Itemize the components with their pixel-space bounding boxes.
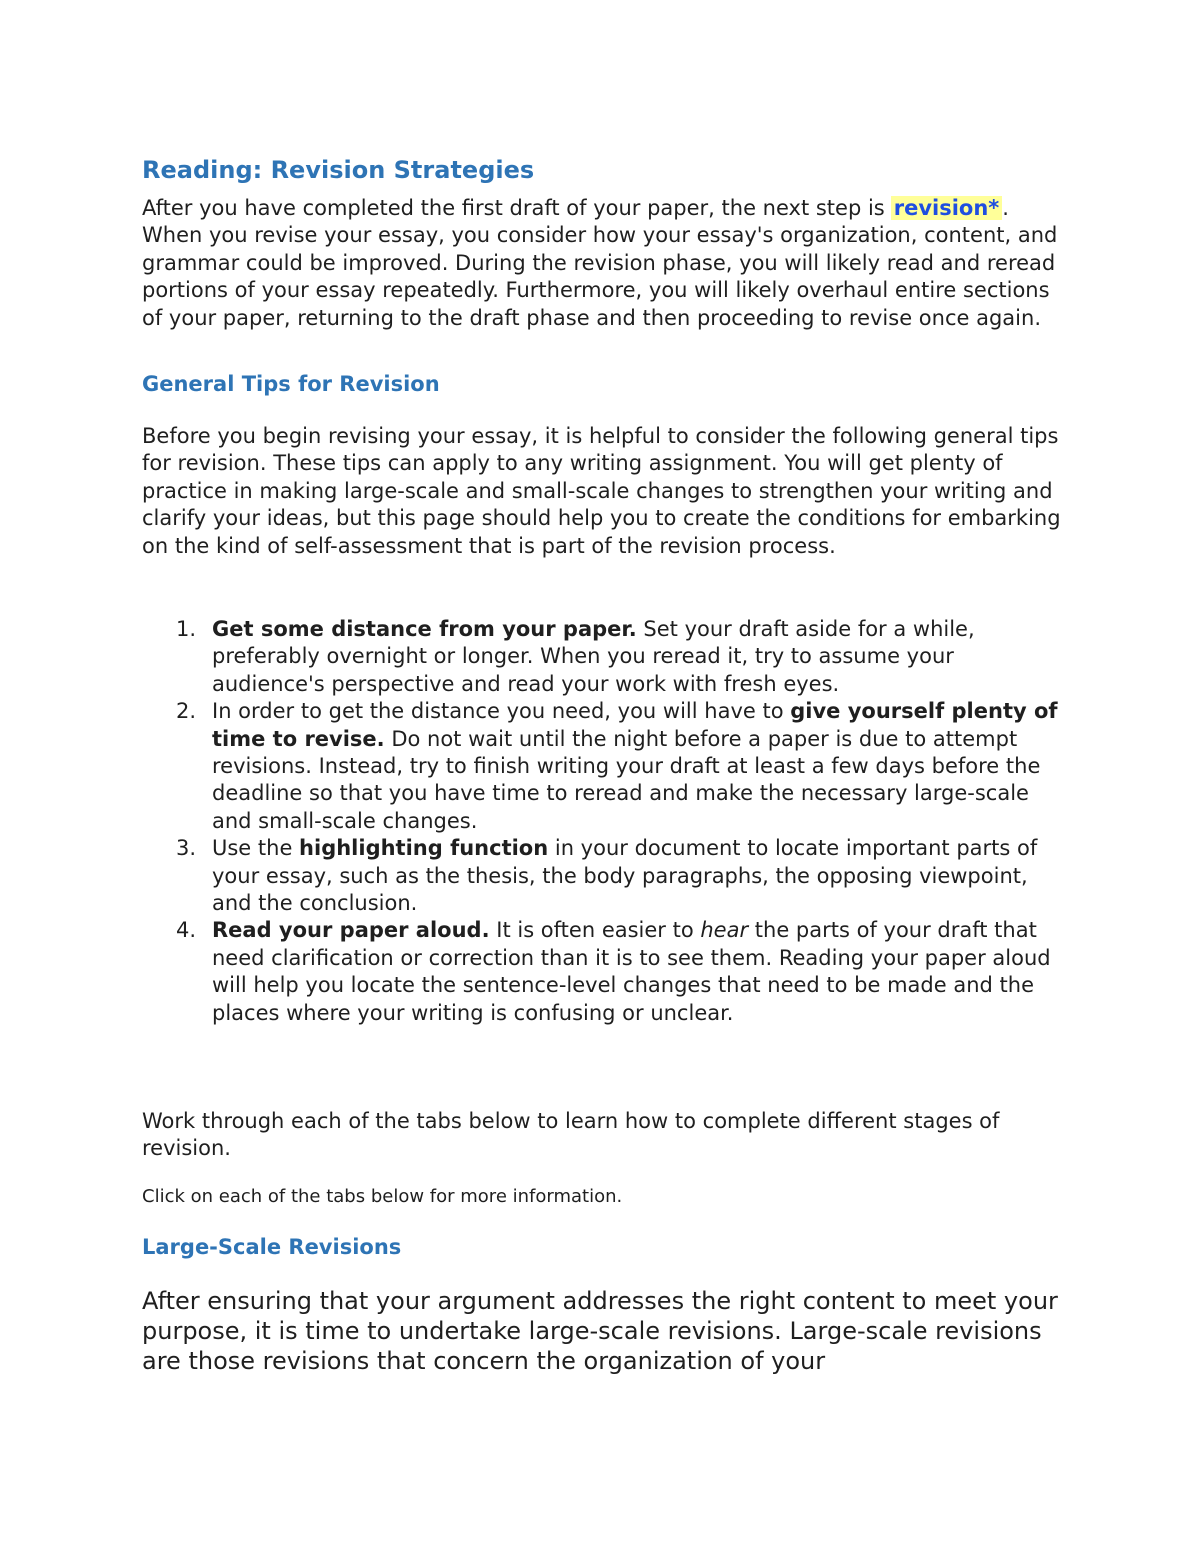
tip-bold: Read your paper aloud. — [212, 918, 490, 943]
tip-text: Set your draft aside for a while, preferably overnight or longer. When you reread it, try to assume your audience's perspective and read your work with fresh eyes. — [212, 617, 975, 696]
tip-bold: give yourself plenty of time to revise. — [212, 699, 1058, 751]
list-number: 1. — [176, 617, 197, 641]
tip-text: Do not wait until the night before a paper is due to attempt revisions. Instead, try to finish writing your draft at least a few days before the deadline so that you have time to reread and make the necessary large-scale and small-scale changes. — [212, 726, 1041, 833]
intro-text-before: After you have completed the first draft of your paper, the next step is — [142, 196, 885, 220]
revision-term-link[interactable]: revision* — [891, 196, 1003, 220]
tip-text: In order to get the distance you need, you will have to — [212, 699, 791, 724]
list-item — [142, 917, 1072, 1027]
tip-text: the parts of your draft that need clarification or correction than it is to see them. Reading your paper aloud will help you locate the sentence-level changes that need to be made and the places where your writing is confusing or unclear. — [212, 918, 1051, 1025]
tip-bold: Get some distance from your paper. — [212, 617, 637, 641]
tip-text: It is often easier to — [489, 918, 701, 943]
tips-list — [142, 616, 1072, 1027]
list-number: 4. — [176, 918, 197, 943]
intro-paragraph — [142, 195, 1072, 332]
click-note: Click on each of the tabs below for more information. — [142, 1186, 623, 1207]
list-number: 3. — [176, 836, 197, 861]
list-number: 2. — [176, 699, 197, 724]
intro-text-after: . When you revise your essay, you consider how your essay's organization, content, and grammar could be improved. During the revision phase, you will likely read and reread portions of your essay repeatedly. Furthermore, you will likely overhaul entire sections of your paper, returning to the draft phase and then proceeding to revise once again. — [142, 196, 1058, 330]
general-tips-paragraph: Before you begin revising your essay, it is helpful to consider the following general tips for revision. These tips can apply to any writing assignment. You will get plenty of practice in making large-scale and small-scale changes to strengthen your writing and clarify your ideas, but this page should help you to create the conditions for embarking on the kind of self-assessment that is part of the revision process. — [142, 424, 1061, 558]
list-item — [142, 835, 1072, 917]
general-tips-heading: General Tips for Revision — [142, 372, 440, 396]
tip-italic: hear — [700, 918, 749, 943]
list-item — [142, 616, 1072, 698]
list-item — [142, 698, 1072, 835]
tip-text: in your document to locate important parts of your essay, such as the thesis, the body paragraphs, the opposing viewpoint, and the conclusion. — [212, 836, 1038, 916]
page-title: Reading: Revision Strategies — [142, 156, 535, 184]
large-scale-paragraph: After ensuring that your argument addresses the right content to meet your purpose, it is time to undertake large-scale revisions. Large-scale revisions are those revisions that concern the organization of your — [142, 1287, 1058, 1375]
work-through-paragraph: Work through each of the tabs below to learn how to complete different stages of revision. — [142, 1109, 1000, 1161]
large-scale-heading: Large-Scale Revisions — [142, 1235, 402, 1259]
tip-text: Use the — [212, 836, 300, 861]
tip-bold: highlighting function — [299, 836, 549, 861]
